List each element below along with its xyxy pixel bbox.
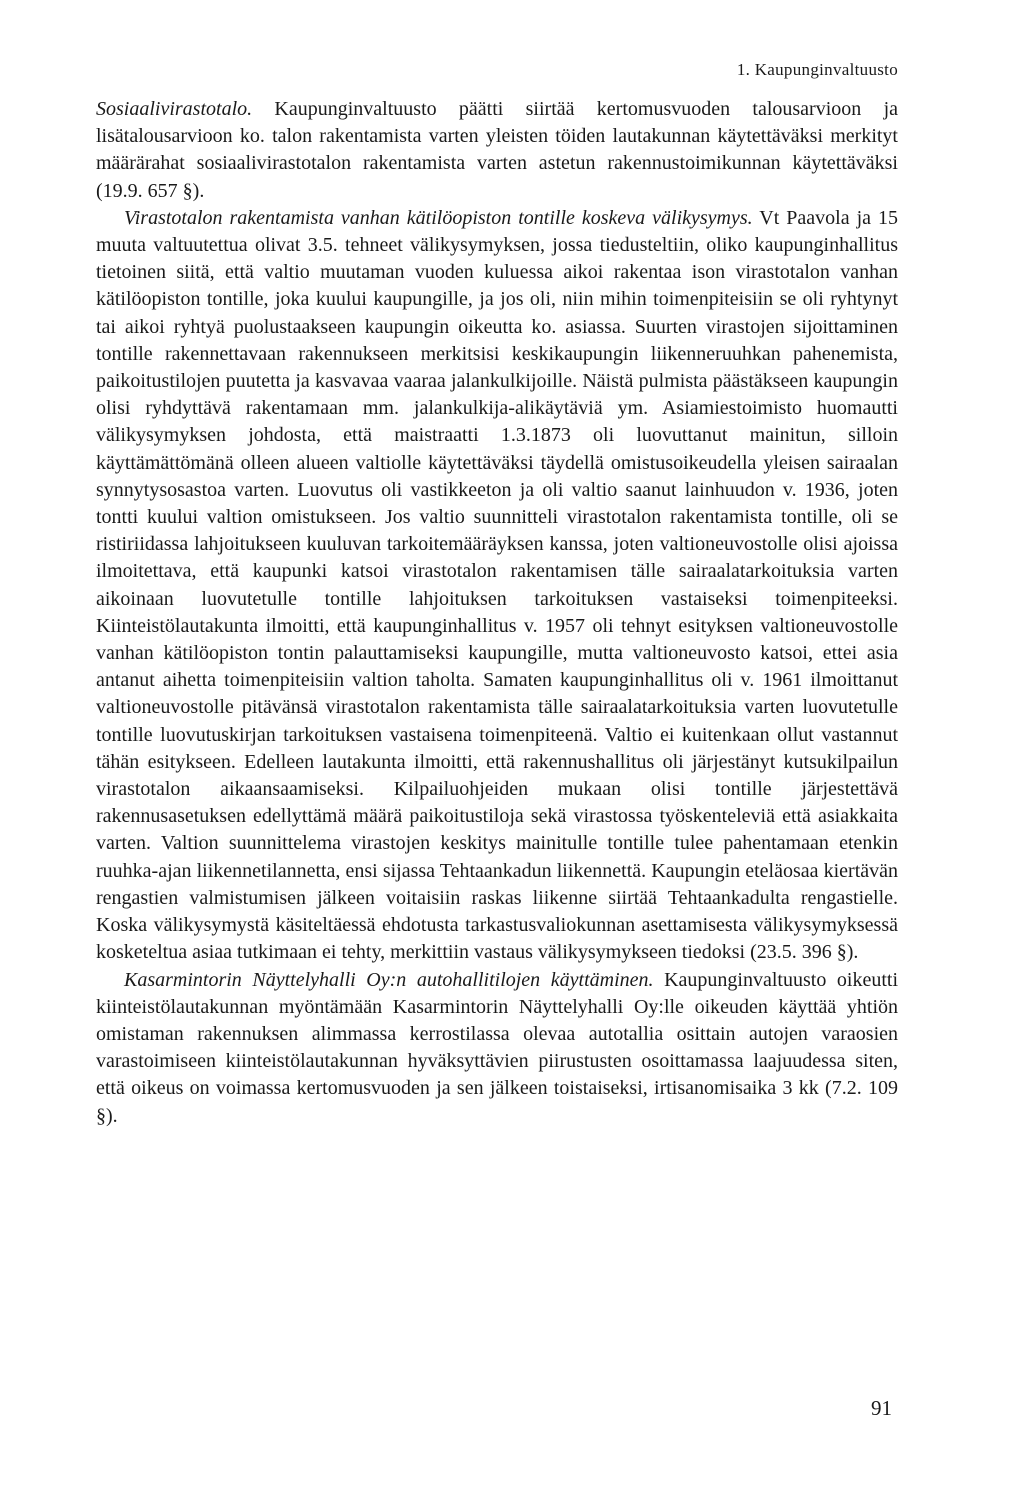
page-number: 91 [871, 1396, 892, 1420]
section-virastotalo-valikysymys [96, 205, 898, 967]
section-body: Vt Paavola ja 15 muuta valtuutettua olivat 3.5. tehneet välikysymyksen, jossa tiedusteltiin, oliko kaupunginhallitus tietoinen siitä, että valtio muutaman vuoden kuluessa aikoi rakentaa ison virastotalon vanhan kätilöopiston tontille, joka kuului kaupungille, ja jos oli, niin mihin toimenpiteisiin se oli ryhtynyt tai aikoi ryhtyä puolustaakseen kaupungin oikeutta ko. asiassa. Suurten virastojen sijoittaminen tontille rakennettavaan rakennukseen merkitsisi keskikaupungin liikenneruuhkan pahenemista, paikoitustilojen puutetta ja kasvavaa vaaraa jalankulkijoille. Näistä pulmista päästäkseen kaupungin olisi ryhdyttävä rakentamaan mm. jalankulkija-alikäytäviä ym. Asiamiestoimisto huomautti välikysymyksen johdosta, että maistraatti 1.3.1873 oli luovuttanut mainitun, silloin käyttämättömänä olleen alueen valtiolle käytettäväksi täydellä omistusoikeudella yleisen sairaalan synnytysosastoa varten. Luovutus oli vastikkeeton ja oli valtio saanut lainhuudon v. 1936, joten tontti kuului valtion omistukseen. Jos valtio suunnitteli virastotalon rakentamista tontille, oli se ristiriidassa lahjoitukseen kuuluvan tarkoitemääräyksen kanssa, joten valtioneuvostolle olisi ajoissa ilmoitettava, että kaupunki katsoi virastotalon rakentamisen tälle sairaalatarkoituksia varten aikoinaan luovutetulle tontille lahjoituksen tarkoituksen vastaiseksi toimenpiteeksi. Kiinteistölautakunta ilmoitti, että kaupunginhallitus v. 1957 oli tehnyt esityksen valtioneuvostolle vanhan kätilöopiston tontin palauttamiseksi kaupungille, mutta valtioneuvosto katsoi, ettei asia antanut aihetta toimenpiteisiin valtion taholta. Samaten kaupunginhallitus oli v. 1961 ilmoittanut valtioneuvostolle pitävänsä virastotalon rakentamista tälle sairaalatarkoituksia varten luovutetulle tontille luovutuskirjan tarkoituksen vastaisena toimenpiteenä. Valtio ei kuitenkaan ollut vastannut tähän esitykseen. Edelleen lautakunta ilmoitti, että rakennushallitus oli järjestänyt kutsukilpailun virastotalon aikaansaamiseksi. Kilpailuohjeiden mukaan olisi tontille järjestettävä rakennusasetuksen edellyttämä määrä paikoitustiloja sekä virastossa työskenteleviä että asiakkaita varten. Valtion suunnittelema virastojen keskitys mainitulle tontille tulee pahentamaan etenkin ruuhka-ajan liikennetilannetta, ensi sijassa Tehtaankadun liikennettä. Kaupungin eteläosaa kiertävän rengastien valmistumisen jälkeen voitaisiin raskas liikenne siirtää Tehtaankadulta rengastielle. Koska välikysymystä käsiteltäessä ehdotusta tarkastusvaliokunnan asettamisesta välikysymyksessä kosketeltua asiaa tutkimaan ei tehty, merkittiin vastaus välikysymykseen tiedoksi (23.5. 396 §). [96, 206, 898, 964]
section-heading: Sosiaalivirastotalo. [96, 98, 253, 120]
body-text [96, 96, 898, 1130]
section-kasarmintori [96, 967, 898, 1130]
section-body: Kaupunginvaltuusto päätti siirtää kertomusvuoden talousarvioon ja lisätalousarvioon ko. talon rakentamista varten yleisten töiden lautakunnan käytettäväksi merkityt määrärahat sosiaalivirastotalon rakentamista varten astetun rakennustoimikunnan käytettäväksi (19.9. 657 §). [96, 98, 899, 202]
running-head: 1. Kaupunginvaltuusto [736, 60, 898, 79]
section-sosiaalivirastotalo [96, 96, 898, 205]
section-heading: Virastotalon rakentamista vanhan kätilöopiston tontille koskeva välikysymys. [124, 206, 753, 229]
section-heading: Kasarmintorin Näyttelyhalli Oy:n autohallitilojen käyttäminen. [124, 968, 654, 991]
section-body: Kaupunginvaltuusto oikeutti kiinteistölautakunnan myöntämään Kasarmintorin Näyttelyhalli Oy:lle oikeuden käyttää yhtiön omistaman rakennuksen alimmassa kerrostilassa olevaa autotallia osittain autojen varaosien varastoimiseen kiinteistölautakunnan hyväksyttävien piirustusten osoittamassa laajuudessa siten, että oikeus on voimassa kertomusvuoden ja sen jälkeen toistaiseksi, irtisanomisaika 3 kk (7.2. 109 §). [96, 968, 899, 1127]
